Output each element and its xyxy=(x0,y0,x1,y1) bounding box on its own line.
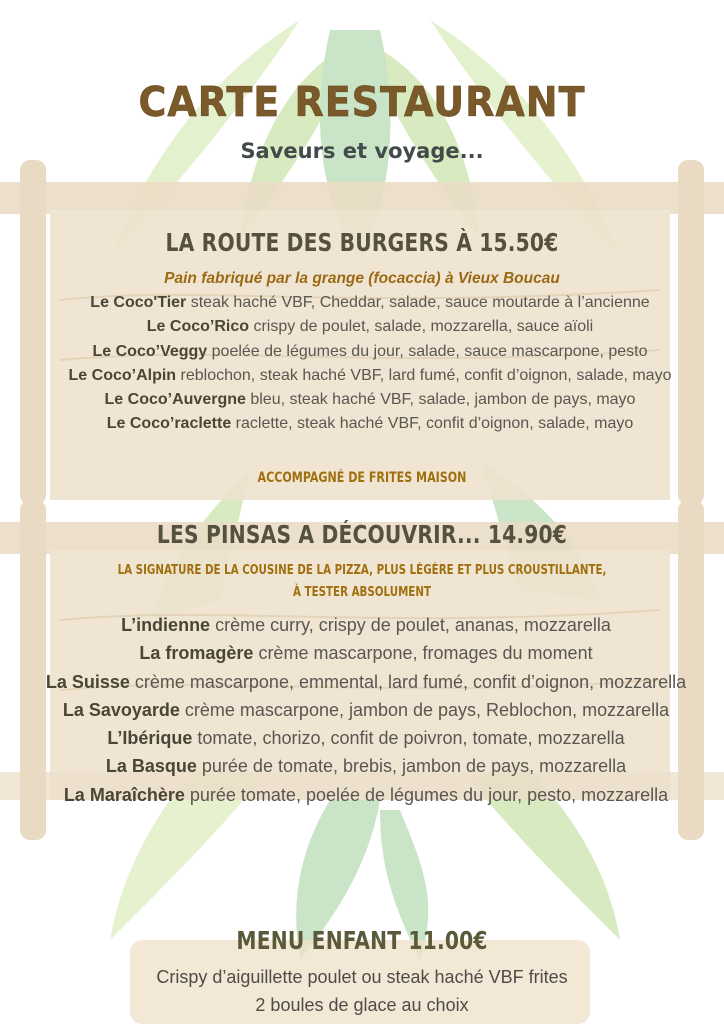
burger-name: Le Coco’Alpin xyxy=(68,366,177,384)
pinsa-item xyxy=(28,639,704,667)
burgers-tagline: Pain fabriqué par la grange (focaccia) à Vieux Boucau xyxy=(164,270,560,287)
pinsa-desc: crème mascarpone, emmental, lard fumé, confit d’oignon, mozzarella xyxy=(129,671,687,692)
burger-desc: bleu, steak haché VBF, salade, jambon de pays, mayo xyxy=(245,391,636,409)
burger-name: Le Coco'Tier xyxy=(90,294,187,311)
kids-menu-line1: Crispy d’aiguillette poulet ou steak haché VBF frites xyxy=(156,967,568,987)
page-title: CARTE RESTAURANT xyxy=(138,78,586,126)
pinsa-name: La fromagère xyxy=(139,643,254,664)
pinsas-section-title: LES PINSAS A DÉCOUVRIR... 14.90€ xyxy=(156,520,568,549)
kids-menu-line2: 2 boules de glace au choix xyxy=(255,995,469,1015)
pinsa-item xyxy=(28,611,704,639)
burger-name: Le Coco’Rico xyxy=(146,318,250,336)
pinsas-tagline-line2: À TESTER ABSOLUMENT xyxy=(293,585,431,600)
burger-item xyxy=(20,412,720,436)
burger-desc: crispy de poulet, salade, mozzarella, sauce aïoli xyxy=(249,318,594,336)
pinsas-tagline-line1: LA SIGNATURE DE LA COUSINE DE LA PIZZA, PLUS LÉGÈRE ET PLUS CROUSTILLANTE, xyxy=(117,563,607,578)
burger-desc: reblochon, steak haché VBF, lard fumé, confit d’oignon, salade, mayo xyxy=(176,366,672,384)
burger-name: Le Coco’Auvergne xyxy=(104,391,246,409)
burgers-footer-note: ACCOMPAGNÉ DE FRITES MAISON xyxy=(257,470,467,486)
pinsa-desc: crème mascarpone, jambon de pays, Reblochon, mozzarella xyxy=(179,699,670,720)
burger-item xyxy=(20,340,720,364)
burger-item xyxy=(20,388,720,412)
pinsa-desc: crème mascarpone, fromages du moment xyxy=(253,643,593,664)
pinsa-item xyxy=(28,781,704,809)
pinsa-item xyxy=(28,752,704,780)
pinsa-name: L’Ibérique xyxy=(107,728,193,749)
pinsas-list xyxy=(28,611,704,809)
burgers-list xyxy=(20,291,720,437)
pinsa-name: La Maraîchère xyxy=(63,784,185,805)
pinsas-tagline xyxy=(43,560,680,604)
burgers-section-title: LA ROUTE DES BURGERS À 15.50€ xyxy=(165,228,559,257)
pinsa-name: La Suisse xyxy=(45,671,130,692)
pinsa-item xyxy=(28,668,704,696)
burger-item xyxy=(20,315,720,339)
pinsa-desc: crème curry, crispy de poulet, ananas, mozzarella xyxy=(210,615,611,635)
burger-desc: poelée de légumes du jour, salade, sauce mascarpone, pesto xyxy=(207,342,648,360)
pinsa-name: La Basque xyxy=(105,756,197,777)
pinsa-name: La Savoyarde xyxy=(62,699,180,720)
pinsa-desc: purée tomate, poelée de légumes du jour, pesto, mozzarella xyxy=(184,784,669,805)
kids-menu-title: MENU ENFANT 11.00€ xyxy=(236,926,488,955)
burger-name: Le Coco’Veggy xyxy=(92,342,208,360)
burger-desc: steak haché VBF, Cheddar, salade, sauce moutarde à l’ancienne xyxy=(186,294,650,311)
burger-desc: raclette, steak haché VBF, confit d’oignon, salade, mayo xyxy=(231,415,634,433)
page-subtitle: Saveurs et voyage... xyxy=(240,139,484,163)
pinsa-item xyxy=(28,724,704,752)
burger-item xyxy=(20,364,720,388)
pinsa-desc: purée de tomate, brebis, jambon de pays, mozzarella xyxy=(196,756,627,777)
burger-item xyxy=(20,291,720,315)
pinsa-item xyxy=(28,696,704,724)
pinsa-name: L’indienne xyxy=(121,615,211,635)
pinsa-desc: tomate, chorizo, confit de poivron, tomate, mozzarella xyxy=(192,728,625,749)
burger-name: Le Coco’raclette xyxy=(106,415,232,433)
